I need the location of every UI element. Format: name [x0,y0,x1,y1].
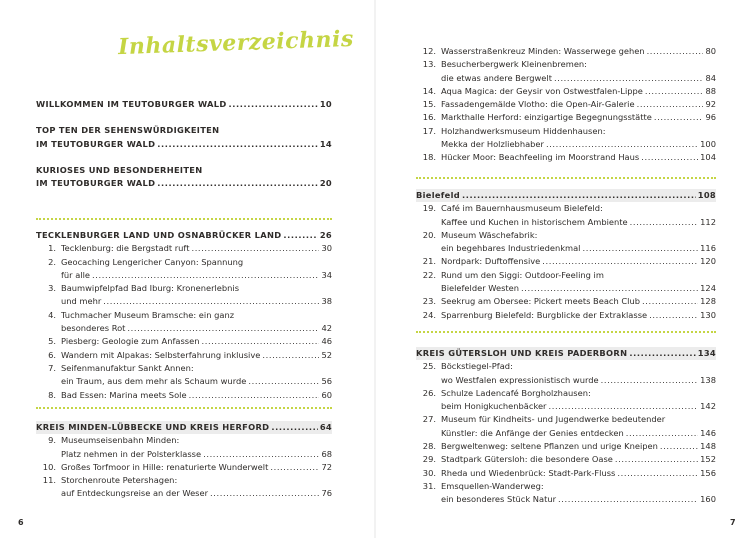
toc-line [416,138,716,151]
toc-line [416,229,716,242]
toc-entry [416,453,716,466]
entry-number: 16. [422,112,436,123]
entry-title: Künstler: die Anfänge der Genies entdecken [441,427,624,438]
entry-title: KURIOSES UND BESONDERHEITEN [36,164,203,175]
toc-line [416,347,716,360]
entry-page: 84 [705,72,716,83]
dot-leader [271,421,317,434]
dot-leader [462,189,696,202]
entry-number: 13. [422,59,436,70]
toc-line [416,58,716,71]
dot-leader [270,461,319,474]
dot-leader [262,349,319,362]
entry-title: für alle [61,269,91,280]
toc-line [416,98,716,111]
dot-leader [210,487,319,500]
dot-leader [248,375,319,388]
dot-leader [647,45,704,58]
dotted-separator [36,218,332,220]
toc-line [36,309,332,322]
dotted-separator [36,407,332,409]
toc-entry [416,269,716,296]
entry-number: 3. [48,283,56,294]
entry-title: Museumseisenbahn Minden: [61,435,180,446]
entry-number: 9. [48,435,56,446]
entry-title: Café im Bauernhausmuseum Bielefeld: [441,203,603,214]
toc-line [416,216,716,229]
entry-title: Böckstiegel-Pfad: [441,361,513,372]
dot-leader [554,72,703,85]
toc-line [36,434,332,447]
toc-entry [416,85,716,98]
dot-leader [189,389,320,402]
toc-line [416,202,716,215]
toc-line [36,375,332,388]
toc-title: Inhaltsverzeichnis [117,25,355,61]
section-tecklenburger [36,229,332,402]
entry-title: beim Honigkuchenbäcker [441,401,547,412]
toc-entry [36,256,332,283]
entry-number: 11. [42,475,56,486]
entry-number: 31. [422,480,436,491]
entry-page: 124 [700,283,716,294]
entry-title: ein besonderes Stück Natur [441,494,556,505]
entry-number: 26. [422,387,436,398]
page-number-left: 6 [18,518,24,527]
entry-page: 20 [319,178,332,189]
toc-line [36,474,332,487]
right-page [376,0,750,538]
entry-number: 25. [422,361,436,372]
toc-line [36,448,332,461]
toc-line [416,269,716,282]
toc-entry [36,335,332,348]
toc-line [36,389,332,402]
entry-title: und mehr [61,296,102,307]
intro-entry [36,124,332,151]
toc-entry [36,461,332,474]
entry-number: 14. [422,85,436,96]
toc-entry [36,434,332,461]
entry-title: Fassadengemälde Vlotho: die Open-Air-Galerie [441,99,635,110]
entry-page: 116 [700,243,716,254]
toc-line [36,322,332,335]
toc-entry [416,45,716,58]
entry-title: ein Traum, aus dem mehr als Schaum wurde [61,376,247,387]
dot-leader [157,138,318,151]
entry-title: Hücker Moor: Beachfeeling im Moorstrand Haus [441,152,640,163]
toc-line [416,255,716,268]
dot-leader [617,467,698,480]
section-title: TECKLENBURGER LAND UND OSNABRÜCKER LAND [36,230,282,240]
entry-page: 34 [321,269,332,280]
entry-number: 2. [48,256,56,267]
entry-title: Platz nehmen in der Polsterklasse [61,448,202,459]
section-page: 108 [697,190,716,200]
toc-line [416,427,716,440]
entry-title: Markthalle Herford: einzigartige Begegnungsstätte [441,112,652,123]
section-page: 64 [319,422,332,432]
entry-page: 100 [700,139,716,150]
dot-leader [521,282,698,295]
toc-line [416,45,716,58]
toc-line [36,295,332,308]
entry-page: 142 [700,401,716,412]
dot-leader [615,453,698,466]
entry-page: 138 [700,374,716,385]
entry-title: wo Westfalen expressionistisch wurde [441,374,599,385]
dot-leader [645,85,704,98]
entry-title: Seifenmanufaktur Sankt Annen: [61,362,194,373]
entry-page: 56 [321,376,332,387]
toc-line [36,421,332,434]
entry-page: 152 [700,454,716,465]
dot-leader [203,448,319,461]
toc-entry [416,255,716,268]
entry-title: ein begehbares Industriedenkmal [441,243,581,254]
dot-leader [542,255,698,268]
dot-leader [157,177,318,190]
toc-line [416,440,716,453]
entry-page: 60 [321,389,332,400]
toc-line [36,164,332,177]
entry-number: 10. [42,461,56,472]
toc-line [416,493,716,506]
dot-leader [601,374,699,387]
entry-number: 15. [422,99,436,110]
section-heading [416,347,716,360]
dot-leader [548,400,698,413]
entry-page: 104 [700,152,716,163]
entry-title: Rheda und Wiedenbrück: Stadt-Park-Fluss [441,467,616,478]
entry-title: TOP TEN DER SEHENSWÜRDIGKEITEN [36,125,220,136]
entry-page: 52 [321,349,332,360]
toc-entry [416,467,716,480]
toc-line [416,413,716,426]
entry-title: WILLKOMMEN IM TEUTOBURGER WALD [36,99,227,109]
entry-title: Holzhandwerksmuseum Hiddenhausen: [441,125,606,136]
entry-title: Storchenroute Petershagen: [61,475,178,486]
entry-title: Bad Essen: Marina meets Sole [61,389,187,400]
dot-leader [629,347,695,360]
entry-title: Kaffee und Kuchen in historischem Ambiente [441,216,628,227]
toc-entry [416,229,716,256]
toc-line [416,467,716,480]
entry-number: 30. [422,467,436,478]
toc-line [416,72,716,85]
entry-number: 29. [422,454,436,465]
entry-number: 22. [422,269,436,280]
toc-entry [36,349,332,362]
entry-number: 1. [48,243,56,254]
section-guetersloh-paderborn [416,347,716,507]
entry-title: Museum Wäschefabrik: [441,229,538,240]
toc-line [416,295,716,308]
toc-line [36,461,332,474]
entry-title: Schulze Ladencafé Borgholzhausen: [441,387,591,398]
entry-page: 156 [700,467,716,478]
intro-entry [36,98,332,111]
section-title: Bielefeld [416,190,460,200]
entry-page: 14 [319,138,332,149]
dot-leader [283,229,317,242]
entry-page: 80 [705,46,716,56]
toc-line [36,349,332,362]
entry-number: 8. [48,389,56,400]
toc-line [416,480,716,493]
entry-title: Piesberg: Geologie zum Anfassen [61,336,200,347]
toc-entry [36,309,332,336]
section-heading [36,229,332,242]
entry-page: 120 [700,256,716,267]
entry-number: 19. [422,203,436,214]
dot-leader [558,493,698,506]
toc-line [36,362,332,375]
toc-line [416,111,716,124]
entry-page: 130 [700,309,716,320]
entry-title: Tecklenburg: die Bergstadt ruft [61,243,190,254]
toc-entry [36,242,332,255]
entry-page: 88 [705,85,716,96]
toc-line [36,487,332,500]
entry-page: 46 [321,336,332,347]
toc-line [416,242,716,255]
entry-title: Tuchmacher Museum Bramsche: ein ganz [61,309,235,320]
entry-title: Großes Torfmoor in Hille: renaturierte Wunderwelt [61,461,269,472]
entry-page: 38 [321,296,332,307]
toc-line [416,309,716,322]
entry-number: 24. [422,309,436,320]
toc-entry [416,151,716,164]
entry-title: auf Entdeckungsreise an der Weser [61,488,209,499]
entry-number: 28. [422,441,436,452]
toc-entry [416,387,716,414]
section-bielefeld [416,189,716,322]
toc-entry [416,309,716,322]
dot-leader [127,322,319,335]
entry-number: 12. [422,46,436,56]
entry-title: Stadtpark Gütersloh: die besondere Oase [441,454,613,465]
dot-leader [637,98,704,111]
entry-page: 128 [700,296,716,307]
toc-line [36,177,332,190]
dot-leader [191,242,319,255]
entry-number: 23. [422,296,436,307]
toc-entry [416,98,716,111]
entry-page: 72 [321,461,332,472]
dot-leader [641,151,698,164]
entry-page: 146 [700,427,716,438]
intro-entry [36,164,332,191]
toc-line [416,400,716,413]
entry-page: 42 [321,323,332,334]
toc-line [36,242,332,255]
toc-line [36,256,332,269]
toc-entry [416,111,716,124]
toc-entry [36,362,332,389]
toc-entry [416,360,716,387]
toc-line [416,387,716,400]
section-minden-herford [36,421,332,501]
section-heading [416,189,716,202]
entry-number: 4. [48,309,56,320]
dotted-separator [416,177,716,179]
section-page: 134 [697,348,716,358]
entry-title: Emsquellen-Wanderweg: [441,480,544,491]
dot-leader [582,242,698,255]
dot-leader [660,440,698,453]
intro-list [36,98,332,190]
dot-leader [92,269,319,282]
section-heading [36,421,332,434]
dot-leader [546,138,698,151]
entry-number: 7. [48,362,56,373]
section-title: KREIS MINDEN-LÜBBECKE UND KREIS HERFORD [36,422,270,432]
entries-continued [416,45,716,165]
entry-page: 160 [700,494,716,505]
entry-page: 30 [321,243,332,254]
entry-title: IM TEUTOBURGER WALD [36,178,156,189]
dotted-separator [416,331,716,333]
entry-number: 17. [422,125,436,136]
toc-line [416,125,716,138]
toc-entry [416,295,716,308]
entry-page: 92 [705,99,716,110]
dot-leader [642,295,698,308]
toc-line [36,229,332,242]
entry-title: die etwas andere Bergwelt [441,72,552,83]
entry-title: Aqua Magica: der Geysir von Ostwestfalen-Lippe [441,85,643,96]
toc-line [416,85,716,98]
entry-page: 10 [319,99,332,109]
entry-page: 96 [705,112,716,123]
toc-entry [416,58,716,85]
entry-title: IM TEUTOBURGER WALD [36,138,156,149]
toc-entry [36,389,332,402]
entry-title: Rund um den Siggi: Outdoor-Feeling im [441,269,604,280]
entry-page: 112 [700,216,716,227]
dot-leader [654,111,704,124]
section-page: 26 [319,230,332,240]
toc-line [416,374,716,387]
section-title: KREIS GÜTERSLOH UND KREIS PADERBORN [416,348,628,358]
entry-number: 27. [422,414,436,425]
entry-number: 18. [422,152,436,163]
dot-leader [201,335,319,348]
entry-title: Sparrenburg Bielefeld: Burgblicke der Extraklasse [441,309,648,320]
toc-entry [36,282,332,309]
entry-number: 21. [422,256,436,267]
page-number-right: 7 [730,518,736,527]
entry-title: Geocaching Lengericher Canyon: Spannung [61,256,244,267]
toc-entry [416,440,716,453]
entry-title: Mekka der Holzliebhaber [441,139,544,150]
dot-leader [649,309,698,322]
entry-page: 76 [321,488,332,499]
entry-page: 68 [321,448,332,459]
dot-leader [630,216,699,229]
entry-title: Bergweltenweg: seltene Pflanzen und urige Kneipen [441,441,658,452]
entry-title: Wasserstraßenkreuz Minden: Wasserwege gehen [441,46,645,56]
entry-title: Nordpark: Duftoffensive [441,256,541,267]
dot-leader [103,295,319,308]
toc-line [36,138,332,151]
toc-line [36,282,332,295]
toc-line [416,189,716,202]
toc-line [416,453,716,466]
entry-number: 6. [48,349,56,360]
toc-line [36,98,332,111]
entry-title: Baumwipfelpfad Bad Iburg: Kronenerlebnis [61,283,240,294]
entry-title: besonderes Rot [61,323,126,334]
entry-title: Besucherbergwerk Kleinenbremen: [441,59,587,70]
toc-line [36,269,332,282]
left-page [0,0,374,538]
entry-title: Wandern mit Alpakas: Selbsterfahrung inklusive [61,349,261,360]
entry-title: Museum für Kindheits- und Jugendwerke bedeutender [441,414,666,425]
dot-leader [626,427,698,440]
toc-line [416,282,716,295]
toc-entry [416,202,716,229]
toc-entry [416,125,716,152]
toc-line [36,335,332,348]
entry-title: Bielefelder Westen [441,283,520,294]
toc-line [416,151,716,164]
toc-entry [36,474,332,501]
entry-number: 20. [422,229,436,240]
entry-page: 148 [700,441,716,452]
entry-number: 5. [48,336,56,347]
toc-entry [416,480,716,507]
toc-line [36,124,332,137]
toc-entry [416,413,716,440]
toc-line [416,360,716,373]
entry-title: Seekrug am Obersee: Pickert meets Beach Club [441,296,641,307]
dot-leader [229,98,318,111]
